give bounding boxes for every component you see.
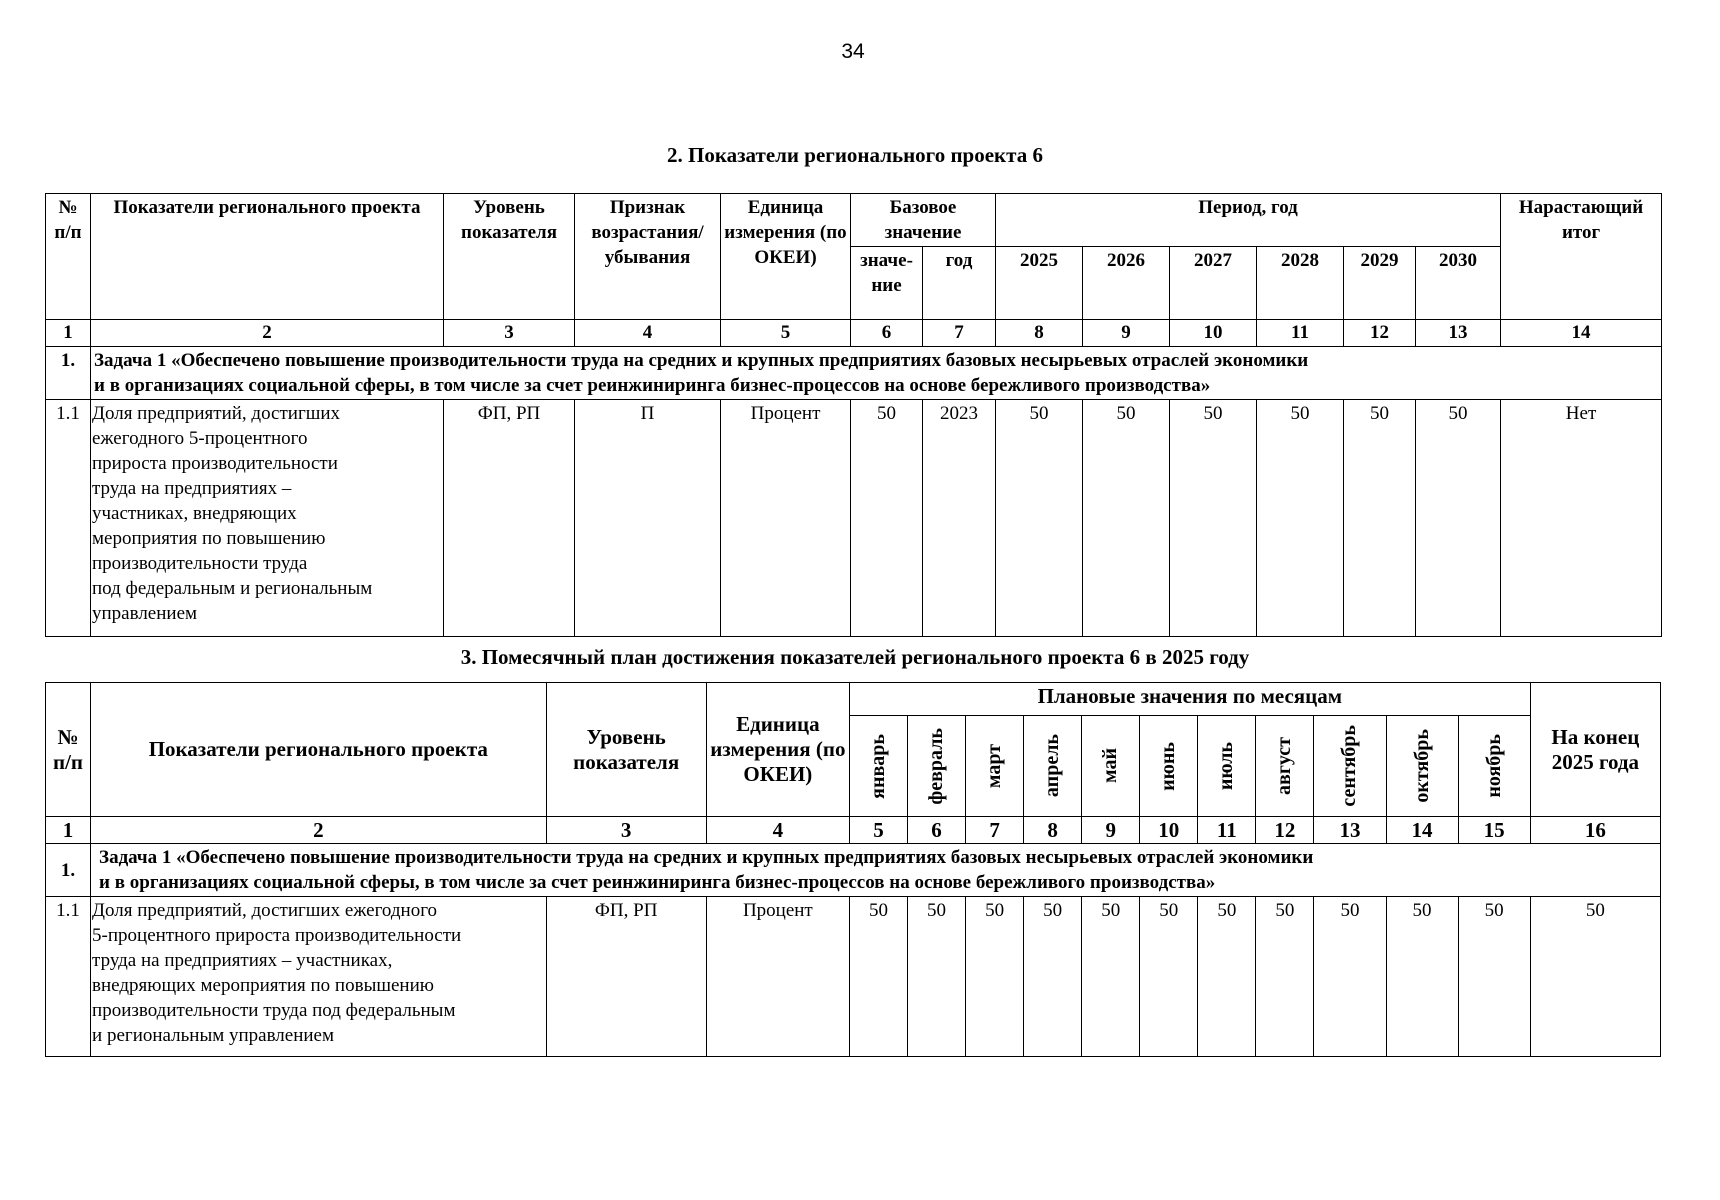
header-month: октябрь	[1410, 729, 1433, 803]
column-number: 16	[1530, 817, 1660, 844]
column-number: 11	[1198, 817, 1256, 844]
indicator-text	[91, 400, 444, 637]
year-value: 50	[1083, 400, 1170, 637]
column-number: 4	[706, 817, 849, 844]
task-text-line: и в организациях социальной сферы, в том числе за счет реинжиниринга бизнес-процессов на основе бережливого производства»	[99, 872, 1216, 893]
column-number: 2	[91, 817, 547, 844]
row-number: 1.1	[46, 400, 91, 637]
cumulative-value: Нет	[1501, 400, 1662, 637]
header-month: июль	[1215, 741, 1238, 791]
month-value: 50	[1458, 897, 1530, 1057]
month-value: 50	[1024, 897, 1082, 1057]
page-number: 34	[841, 40, 865, 63]
indicator-line: Доля предприятий, достигших	[92, 403, 341, 424]
indicator-row	[46, 897, 1661, 1057]
column-number: 11	[1257, 320, 1344, 347]
column-numbers-row	[46, 320, 1662, 347]
unit-value: Процент	[721, 400, 851, 637]
indicator-line: и региональным управлением	[92, 1025, 335, 1046]
header-month: январь	[866, 733, 889, 799]
indicator-line: под федеральным и региональным	[92, 578, 373, 599]
indicator-line: Доля предприятий, достигших ежегодного	[92, 900, 438, 921]
base-year: 2023	[923, 400, 996, 637]
indicators-table	[45, 193, 1662, 637]
level-value: ФП, РП	[444, 400, 575, 637]
column-number: 2	[91, 320, 444, 347]
indicator-line: ежегодного 5-процентного	[92, 428, 308, 449]
header-year: 2025	[996, 247, 1083, 320]
month-value: 50	[1082, 897, 1140, 1057]
task-text-line: и в организациях социальной сферы, в том числе за счет реинжиниринга бизнес-процессов на основе бережливого производства»	[94, 375, 1211, 396]
row-number: 1.1	[46, 897, 91, 1057]
trend-value: П	[575, 400, 721, 637]
header-month: ноябрь	[1482, 734, 1505, 798]
column-number: 6	[851, 320, 923, 347]
column-number: 9	[1082, 817, 1140, 844]
header-year: 2030	[1416, 247, 1501, 320]
column-number: 12	[1344, 320, 1416, 347]
header-month: февраль	[925, 727, 948, 805]
column-number: 3	[444, 320, 575, 347]
header-monthly: Плановые значения по месяцам	[849, 683, 1530, 716]
indicator-line: управлением	[92, 603, 198, 624]
header-period: Период, год	[996, 194, 1501, 247]
unit-value: Процент	[706, 897, 849, 1057]
header-level: Уровень показателя	[444, 194, 575, 320]
column-number: 14	[1501, 320, 1662, 347]
indicator-line: 5-процентного прироста производительности	[92, 925, 462, 946]
year-value: 50	[1416, 400, 1501, 637]
month-value: 50	[1256, 897, 1314, 1057]
month-value: 50	[907, 897, 965, 1057]
column-number: 1	[46, 817, 91, 844]
column-number: 9	[1083, 320, 1170, 347]
header-base-value: значе- ние	[851, 247, 923, 320]
header-end: На конец 2025 года	[1530, 683, 1660, 817]
header-num: № п/п	[46, 683, 91, 817]
task-row	[46, 844, 1661, 897]
indicator-line: труда на предприятиях – участниках,	[92, 950, 393, 971]
year-value: 50	[996, 400, 1083, 637]
column-number: 6	[907, 817, 965, 844]
level-value: ФП, РП	[546, 897, 706, 1057]
header-year: 2026	[1083, 247, 1170, 320]
column-number: 5	[721, 320, 851, 347]
column-number: 12	[1256, 817, 1314, 844]
indicator-line: производительности труда	[92, 553, 308, 574]
month-value: 50	[1314, 897, 1386, 1057]
year-value: 50	[1257, 400, 1344, 637]
column-number: 8	[1024, 817, 1082, 844]
column-number: 13	[1416, 320, 1501, 347]
header-trend: Признак возрастания/ убывания	[575, 194, 721, 320]
column-number: 15	[1458, 817, 1530, 844]
header-month: август	[1273, 737, 1296, 795]
task-text	[91, 844, 1661, 897]
end-value: 50	[1530, 897, 1660, 1057]
column-number: 4	[575, 320, 721, 347]
month-value: 50	[1198, 897, 1256, 1057]
indicator-line: труда на предприятиях –	[92, 478, 292, 499]
month-value: 50	[966, 897, 1024, 1057]
task-text-line: Задача 1 «Обеспечено повышение производительности труда на средних и крупных предприятиях базовых несырьевых отраслей экономики	[99, 847, 1314, 868]
header-month: сентябрь	[1338, 725, 1361, 807]
header-month: май	[1099, 748, 1122, 784]
header-month: апрель	[1041, 734, 1064, 798]
year-value: 50	[1170, 400, 1257, 637]
task-number: 1.	[46, 347, 91, 400]
column-number: 7	[923, 320, 996, 347]
header-unit: Единица измерения (по ОКЕИ)	[721, 194, 851, 320]
base-value: 50	[851, 400, 923, 637]
header-unit: Единица измерения (по ОКЕИ)	[706, 683, 849, 817]
column-numbers-row	[46, 817, 1661, 844]
year-value: 50	[1344, 400, 1416, 637]
column-number: 7	[966, 817, 1024, 844]
month-value: 50	[1386, 897, 1458, 1057]
indicator-text	[91, 897, 547, 1057]
section-2-title: 2. Показатели регионального проекта 6	[667, 143, 1043, 167]
column-number: 8	[996, 320, 1083, 347]
column-number: 5	[849, 817, 907, 844]
monthly-plan-table	[45, 682, 1661, 1057]
header-year: 2029	[1344, 247, 1416, 320]
task-row	[46, 347, 1662, 400]
indicator-row	[46, 400, 1662, 637]
month-value: 50	[1140, 897, 1198, 1057]
header-year: 2028	[1257, 247, 1344, 320]
header-level: Уровень показателя	[546, 683, 706, 817]
task-text-line: Задача 1 «Обеспечено повышение производительности труда на средних и крупных предприятиях базовых несырьевых отраслей экономики	[94, 350, 1309, 371]
column-number: 1	[46, 320, 91, 347]
column-number: 10	[1170, 320, 1257, 347]
indicator-line: прироста производительности	[92, 453, 338, 474]
header-year: 2027	[1170, 247, 1257, 320]
header-month: июнь	[1157, 741, 1180, 791]
indicator-line: участниках, внедряющих	[92, 503, 297, 524]
column-number: 13	[1314, 817, 1386, 844]
task-number: 1.	[46, 844, 91, 897]
task-text	[91, 347, 1662, 400]
section-3-title: 3. Помесячный план достижения показателей регионального проекта 6 в 2025 году	[460, 645, 1250, 669]
header-indicator: Показатели регионального проекта	[91, 194, 444, 320]
header-base: Базовое значение	[851, 194, 996, 247]
indicator-line: внедряющих мероприятия по повышению	[92, 975, 434, 996]
indicator-line: мероприятия по повышению	[92, 528, 326, 549]
header-month: март	[983, 743, 1006, 789]
column-number: 3	[546, 817, 706, 844]
header-num: № п/п	[46, 194, 91, 320]
header-base-year: год	[923, 247, 996, 320]
column-number: 14	[1386, 817, 1458, 844]
indicator-line: производительности труда под федеральным	[92, 1000, 456, 1021]
column-number: 10	[1140, 817, 1198, 844]
header-indicator: Показатели регионального проекта	[91, 683, 547, 817]
month-value: 50	[849, 897, 907, 1057]
header-cumulative: Нарастающий итог	[1501, 194, 1662, 320]
